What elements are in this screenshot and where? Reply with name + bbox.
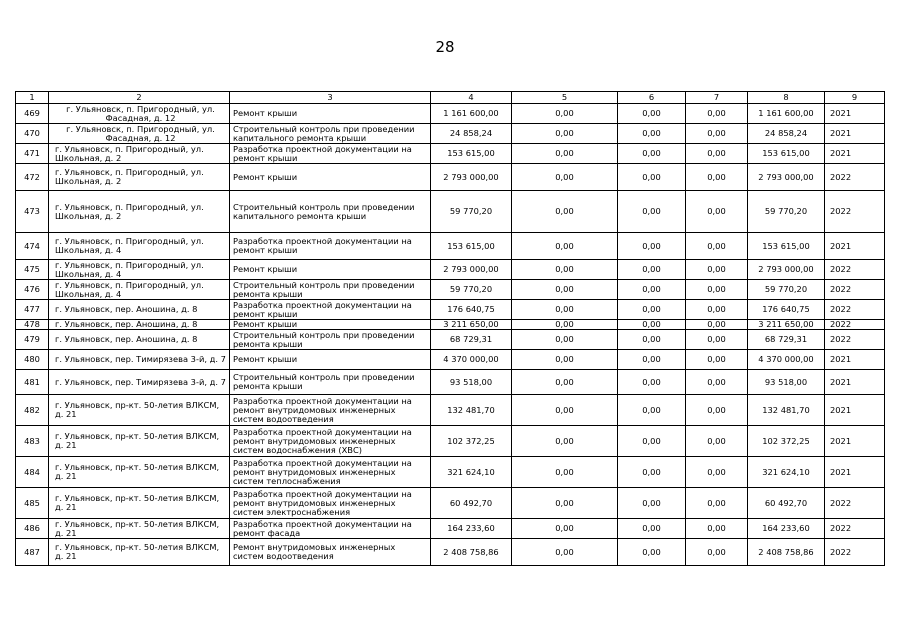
amount-cell: 0,00	[618, 370, 686, 395]
address-cell: г. Ульяновск, пер. Тимирязева 3-й, д. 7	[49, 350, 230, 370]
table-row	[16, 488, 885, 519]
amount-cell: 24 858,24	[431, 124, 512, 144]
address-cell: г. Ульяновск, п. Пригородный, ул. Школьная, д. 2	[49, 191, 230, 233]
amount-cell: 153 615,00	[748, 144, 825, 164]
address-cell: г. Ульяновск, п. Пригородный, ул. Школьная, д. 2	[49, 164, 230, 191]
amount-cell: 3 211 650,00	[748, 320, 825, 330]
amount-cell: 0,00	[512, 164, 618, 191]
year-cell: 2022	[825, 300, 885, 320]
amount-cell: 2 408 758,86	[748, 539, 825, 566]
amount-cell: 0,00	[512, 457, 618, 488]
table-row	[16, 426, 885, 457]
amount-cell: 0,00	[686, 144, 748, 164]
amount-cell: 0,00	[618, 124, 686, 144]
table-row	[16, 260, 885, 280]
work-type-cell: Разработка проектной документации на ремонт внутридомовых инженерных систем водоснабжения (ХВС)	[230, 426, 431, 457]
amount-cell: 0,00	[512, 395, 618, 426]
amount-cell: 321 624,10	[431, 457, 512, 488]
amount-cell: 2 793 000,00	[748, 260, 825, 280]
address-cell: г. Ульяновск, пер. Тимирязева 3-й, д. 7	[49, 370, 230, 395]
amount-cell: 3 211 650,00	[431, 320, 512, 330]
header-cell: 2	[49, 92, 230, 104]
row-number: 471	[16, 144, 49, 164]
work-type-cell: Ремонт крыши	[230, 260, 431, 280]
header-cell: 7	[686, 92, 748, 104]
year-cell: 2021	[825, 370, 885, 395]
table-row	[16, 164, 885, 191]
table-row	[16, 233, 885, 260]
amount-cell: 0,00	[618, 164, 686, 191]
row-number: 472	[16, 164, 49, 191]
row-number: 470	[16, 124, 49, 144]
amount-cell: 0,00	[686, 426, 748, 457]
amount-cell: 59 770,20	[431, 280, 512, 300]
amount-cell: 0,00	[618, 350, 686, 370]
table-row	[16, 539, 885, 566]
amount-cell: 4 370 000,00	[748, 350, 825, 370]
work-type-cell: Разработка проектной документации на ремонт крыши	[230, 233, 431, 260]
amount-cell: 0,00	[512, 426, 618, 457]
amount-cell: 0,00	[618, 280, 686, 300]
address-cell: г. Ульяновск, пр-кт. 50-летия ВЛКСМ, д. 21	[49, 426, 230, 457]
amount-cell: 153 615,00	[431, 144, 512, 164]
work-type-cell: Ремонт крыши	[230, 320, 431, 330]
row-number: 475	[16, 260, 49, 280]
address-cell: г. Ульяновск, пр-кт. 50-летия ВЛКСМ, д. 21	[49, 519, 230, 539]
amount-cell: 0,00	[512, 370, 618, 395]
amount-cell: 0,00	[686, 330, 748, 350]
amount-cell: 321 624,10	[748, 457, 825, 488]
work-type-cell: Разработка проектной документации на ремонт крыши	[230, 144, 431, 164]
amount-cell: 0,00	[512, 260, 618, 280]
header-cell: 6	[618, 92, 686, 104]
amount-cell: 0,00	[686, 164, 748, 191]
row-number: 477	[16, 300, 49, 320]
amount-cell: 0,00	[512, 320, 618, 330]
amount-cell: 0,00	[618, 144, 686, 164]
table-row	[16, 300, 885, 320]
amount-cell: 0,00	[618, 330, 686, 350]
capital-repair-table	[15, 91, 885, 566]
year-cell: 2022	[825, 320, 885, 330]
amount-cell: 59 770,20	[431, 191, 512, 233]
year-cell: 2022	[825, 191, 885, 233]
amount-cell: 0,00	[512, 330, 618, 350]
header-cell: 1	[16, 92, 49, 104]
amount-cell: 0,00	[512, 233, 618, 260]
amount-cell: 60 492,70	[431, 488, 512, 519]
amount-cell: 68 729,31	[748, 330, 825, 350]
row-number: 482	[16, 395, 49, 426]
amount-cell: 4 370 000,00	[431, 350, 512, 370]
amount-cell: 60 492,70	[748, 488, 825, 519]
amount-cell: 2 793 000,00	[748, 164, 825, 191]
amount-cell: 2 408 758,86	[431, 539, 512, 566]
amount-cell: 1 161 600,00	[748, 104, 825, 124]
work-type-cell: Строительный контроль при проведении капитального ремонта крыши	[230, 124, 431, 144]
work-type-cell: Разработка проектной документации на ремонт фасада	[230, 519, 431, 539]
work-type-cell: Разработка проектной документации на ремонт внутридомовых инженерных систем теплоснабжения	[230, 457, 431, 488]
amount-cell: 153 615,00	[431, 233, 512, 260]
amount-cell: 0,00	[618, 320, 686, 330]
row-number: 481	[16, 370, 49, 395]
row-number: 473	[16, 191, 49, 233]
work-type-cell: Строительный контроль при проведении ремонта крыши	[230, 370, 431, 395]
amount-cell: 59 770,20	[748, 191, 825, 233]
amount-cell: 0,00	[686, 350, 748, 370]
row-number: 484	[16, 457, 49, 488]
year-cell: 2021	[825, 426, 885, 457]
address-cell: г. Ульяновск, п. Пригородный, ул. Школьная, д. 2	[49, 144, 230, 164]
year-cell: 2022	[825, 164, 885, 191]
work-type-cell: Разработка проектной документации на ремонт внутридомовых инженерных систем водоотведения	[230, 395, 431, 426]
amount-cell: 0,00	[686, 519, 748, 539]
amount-cell: 0,00	[618, 395, 686, 426]
amount-cell: 132 481,70	[748, 395, 825, 426]
amount-cell: 176 640,75	[431, 300, 512, 320]
work-type-cell: Ремонт крыши	[230, 104, 431, 124]
amount-cell: 102 372,25	[431, 426, 512, 457]
year-cell: 2021	[825, 350, 885, 370]
amount-cell: 0,00	[618, 457, 686, 488]
row-number: 469	[16, 104, 49, 124]
address-cell: г. Ульяновск, п. Пригородный, ул. Фасадная, д. 12	[49, 124, 230, 144]
amount-cell: 1 161 600,00	[431, 104, 512, 124]
year-cell: 2021	[825, 124, 885, 144]
amount-cell: 0,00	[686, 104, 748, 124]
header-cell: 9	[825, 92, 885, 104]
row-number: 485	[16, 488, 49, 519]
row-number: 480	[16, 350, 49, 370]
header-cell: 8	[748, 92, 825, 104]
work-type-cell: Строительный контроль при проведении капитального ремонта крыши	[230, 191, 431, 233]
amount-cell: 0,00	[512, 124, 618, 144]
header-cell: 5	[512, 92, 618, 104]
amount-cell: 0,00	[686, 488, 748, 519]
amount-cell: 0,00	[512, 488, 618, 519]
amount-cell: 0,00	[686, 395, 748, 426]
amount-cell: 0,00	[618, 300, 686, 320]
table-row	[16, 395, 885, 426]
amount-cell: 0,00	[512, 350, 618, 370]
work-type-cell: Разработка проектной документации на ремонт крыши	[230, 300, 431, 320]
amount-cell: 0,00	[686, 300, 748, 320]
work-type-cell: Ремонт внутридомовых инженерных систем водоотведения	[230, 539, 431, 566]
amount-cell: 0,00	[686, 191, 748, 233]
year-cell: 2022	[825, 280, 885, 300]
work-type-cell: Ремонт крыши	[230, 350, 431, 370]
amount-cell: 153 615,00	[748, 233, 825, 260]
address-cell: г. Ульяновск, п. Пригородный, ул. Школьная, д. 4	[49, 280, 230, 300]
amount-cell: 0,00	[618, 260, 686, 280]
year-cell: 2021	[825, 104, 885, 124]
amount-cell: 68 729,31	[431, 330, 512, 350]
amount-cell: 164 233,60	[748, 519, 825, 539]
address-cell: г. Ульяновск, пр-кт. 50-летия ВЛКСМ, д. 21	[49, 457, 230, 488]
amount-cell: 164 233,60	[431, 519, 512, 539]
row-number: 487	[16, 539, 49, 566]
amount-cell: 0,00	[686, 539, 748, 566]
table-row	[16, 124, 885, 144]
row-number: 486	[16, 519, 49, 539]
amount-cell: 0,00	[686, 233, 748, 260]
amount-cell: 0,00	[512, 519, 618, 539]
header-cell: 4	[431, 92, 512, 104]
amount-cell: 0,00	[618, 488, 686, 519]
header-row	[16, 92, 885, 104]
amount-cell: 2 793 000,00	[431, 164, 512, 191]
year-cell: 2022	[825, 519, 885, 539]
table-row	[16, 144, 885, 164]
table-row	[16, 280, 885, 300]
amount-cell: 59 770,20	[748, 280, 825, 300]
amount-cell: 102 372,25	[748, 426, 825, 457]
amount-cell: 0,00	[512, 539, 618, 566]
table-row	[16, 519, 885, 539]
row-number: 483	[16, 426, 49, 457]
year-cell: 2021	[825, 144, 885, 164]
amount-cell: 0,00	[512, 280, 618, 300]
table-row	[16, 370, 885, 395]
amount-cell: 0,00	[618, 191, 686, 233]
table-row	[16, 350, 885, 370]
year-cell: 2021	[825, 233, 885, 260]
address-cell: г. Ульяновск, пр-кт. 50-летия ВЛКСМ, д. 21	[49, 539, 230, 566]
table-row	[16, 330, 885, 350]
work-type-cell: Строительный контроль при проведении ремонта крыши	[230, 330, 431, 350]
work-type-cell: Разработка проектной документации на ремонт внутридомовых инженерных систем электроснабжения	[230, 488, 431, 519]
amount-cell: 0,00	[618, 426, 686, 457]
row-number: 478	[16, 320, 49, 330]
address-cell: г. Ульяновск, пер. Аношина, д. 8	[49, 300, 230, 320]
work-type-cell: Ремонт крыши	[230, 164, 431, 191]
table-row	[16, 320, 885, 330]
amount-cell: 0,00	[512, 104, 618, 124]
year-cell: 2022	[825, 330, 885, 350]
table-row	[16, 191, 885, 233]
address-cell: г. Ульяновск, пер. Аношина, д. 8	[49, 330, 230, 350]
header-cell: 3	[230, 92, 431, 104]
year-cell: 2022	[825, 260, 885, 280]
year-cell: 2022	[825, 488, 885, 519]
year-cell: 2021	[825, 395, 885, 426]
table-row	[16, 457, 885, 488]
amount-cell: 2 793 000,00	[431, 260, 512, 280]
amount-cell: 0,00	[618, 233, 686, 260]
address-cell: г. Ульяновск, пр-кт. 50-летия ВЛКСМ, д. 21	[49, 395, 230, 426]
page-number: 28	[435, 38, 455, 56]
year-cell: 2021	[825, 457, 885, 488]
year-cell: 2022	[825, 539, 885, 566]
amount-cell: 0,00	[618, 539, 686, 566]
amount-cell: 0,00	[618, 104, 686, 124]
row-number: 479	[16, 330, 49, 350]
amount-cell: 24 858,24	[748, 124, 825, 144]
work-type-cell: Строительный контроль при проведении ремонта крыши	[230, 280, 431, 300]
address-cell: г. Ульяновск, п. Пригородный, ул. Школьная, д. 4	[49, 260, 230, 280]
amount-cell: 93 518,00	[431, 370, 512, 395]
amount-cell: 0,00	[686, 457, 748, 488]
address-cell: г. Ульяновск, пр-кт. 50-летия ВЛКСМ, д. 21	[49, 488, 230, 519]
address-cell: г. Ульяновск, п. Пригородный, ул. Школьная, д. 4	[49, 233, 230, 260]
amount-cell: 0,00	[686, 124, 748, 144]
amount-cell: 0,00	[512, 144, 618, 164]
amount-cell: 0,00	[618, 519, 686, 539]
address-cell: г. Ульяновск, пер. Аношина, д. 8	[49, 320, 230, 330]
amount-cell: 0,00	[512, 300, 618, 320]
amount-cell: 0,00	[686, 260, 748, 280]
amount-cell: 0,00	[686, 280, 748, 300]
amount-cell: 132 481,70	[431, 395, 512, 426]
table-row	[16, 104, 885, 124]
amount-cell: 0,00	[686, 370, 748, 395]
amount-cell: 0,00	[686, 320, 748, 330]
row-number: 474	[16, 233, 49, 260]
row-number: 476	[16, 280, 49, 300]
amount-cell: 93 518,00	[748, 370, 825, 395]
amount-cell: 176 640,75	[748, 300, 825, 320]
amount-cell: 0,00	[512, 191, 618, 233]
address-cell: г. Ульяновск, п. Пригородный, ул. Фасадная, д. 12	[49, 104, 230, 124]
